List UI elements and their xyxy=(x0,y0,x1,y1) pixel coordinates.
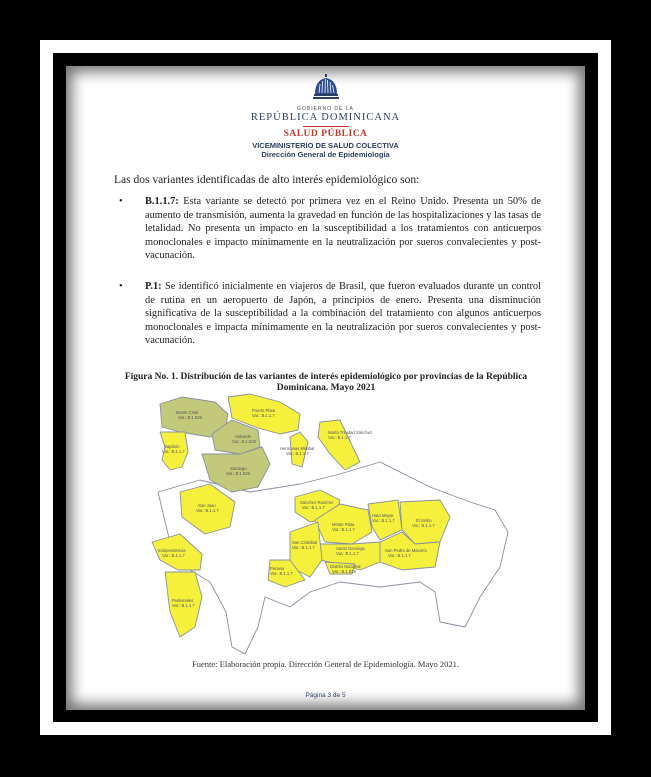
svg-text:Var.: B.1.1.7: Var.: B.1.1.7 xyxy=(388,553,411,558)
svg-text:María Trinidad Sánchez: María Trinidad Sánchez xyxy=(328,430,373,435)
svg-text:El Seibo: El Seibo xyxy=(416,518,432,523)
svg-text:Var.: B.1.1.7: Var.: B.1.1.7 xyxy=(286,451,309,456)
page-number: Página 3 de 5 xyxy=(305,692,346,699)
svg-text:Var.: B.1.1.7: Var.: B.1.1.7 xyxy=(328,435,351,440)
svg-text:Pedernales: Pedernales xyxy=(172,598,194,603)
letterhead xyxy=(66,74,585,159)
figure-title-line2: Dominicana. Mayo 2021 xyxy=(276,383,376,393)
bullet-marker: • xyxy=(119,281,123,292)
svg-text:San Pedro de Macorís: San Pedro de Macorís xyxy=(385,548,427,553)
svg-text:Santo Domingo: Santo Domingo xyxy=(336,546,365,551)
figure-source: Fuente: Elaboración propia. Dirección General de Epidemiología. Mayo 2021. xyxy=(192,659,459,669)
direccion-label: Dirección General de Epidemiología xyxy=(261,150,390,159)
dome-logo-icon xyxy=(311,74,341,100)
svg-text:Hato Mayor: Hato Mayor xyxy=(372,513,394,518)
svg-text:Var.: B.1.1.7: Var.: B.1.1.7 xyxy=(162,553,185,558)
svg-text:Var.: B.1.1.7: Var.: B.1.1.7 xyxy=(172,603,195,608)
document-page xyxy=(66,66,585,710)
svg-text:Monte Cristi: Monte Cristi xyxy=(176,410,199,415)
svg-text:San Juan: San Juan xyxy=(198,503,216,508)
svg-text:Var.: B.1.1.7: Var.: B.1.1.7 xyxy=(162,449,185,454)
svg-text:Monte Plata: Monte Plata xyxy=(332,522,355,527)
svg-text:Var.: B.1.526: Var.: B.1.526 xyxy=(226,471,250,476)
svg-text:Hermanas Mirabal: Hermanas Mirabal xyxy=(280,446,315,451)
svg-text:Var.: B.1.1.7: Var.: B.1.1.7 xyxy=(270,571,293,576)
svg-text:Santiago: Santiago xyxy=(230,466,247,471)
svg-text:Var.: B.1.1.7: Var.: B.1.1.7 xyxy=(196,508,219,513)
header-divider xyxy=(303,126,349,127)
svg-text:Dajabón: Dajabón xyxy=(164,444,180,449)
svg-text:Var.: B.1.1.7: Var.: B.1.1.7 xyxy=(372,518,395,523)
svg-text:Peravia: Peravia xyxy=(270,566,285,571)
bullet-text: Esta variante se detectó por primera vez en el Reino Unido. Presenta un 50% de aumento de transmisión, aumenta la gravedad en función de las hospitalizaciones y las tasas de letalidad. No presenta un impacto en la susceptibilidad a los tratamientos con anticuerpos monoclonales e impacto mínimamente en la neutralización por sueros convalecientes y post-vacunación. xyxy=(145,196,541,262)
intro-text: Las dos variantes identificadas de alto interés epidemiológico son: xyxy=(114,174,420,186)
svg-text:Var.: B.1.1.7: Var.: B.1.1.7 xyxy=(336,551,359,556)
republica-label: REPÚBLICA DOMINICANA xyxy=(250,112,401,123)
svg-text:Var.: B.1.526: Var.: B.1.526 xyxy=(178,415,202,420)
svg-text:Independencia: Independencia xyxy=(158,548,186,553)
bullet-p1 xyxy=(119,280,541,348)
svg-text:Var.: B.1.526: Var.: B.1.526 xyxy=(232,439,256,444)
bullet-marker: • xyxy=(119,196,123,207)
salud-publica-label: SALUD PÚBLICA xyxy=(283,129,368,139)
figure-title xyxy=(106,372,546,394)
bullet-title: B.1.1.7: xyxy=(145,196,179,207)
svg-text:Var.: B.1.526: Var.: B.1.526 xyxy=(332,569,356,574)
province-mts xyxy=(318,420,360,470)
bullet-b117 xyxy=(119,195,541,263)
svg-text:Var.: B.1.1.7: Var.: B.1.1.7 xyxy=(412,523,435,528)
viceministerio-label: VICEMINISTERIO DE SALUD COLECTIVA xyxy=(252,141,399,150)
svg-text:Distrito Nacional: Distrito Nacional xyxy=(330,564,361,569)
svg-text:San Cristóbal: San Cristóbal xyxy=(292,540,318,545)
svg-text:Var.: B.1.1.7: Var.: B.1.1.7 xyxy=(332,527,355,532)
bullet-text: Se identificó inicialmente en viajeros de Brasil, que fueron evaluados durante un control de rutina en un aeropuerto de Japón, a principios de enero. Presenta una disminución significativa de la susceptibilidad a la combinación del tratamiento con algunos anticuerpos monoclonales e impacta mínimamente en la neutralización por sueros convalecientes y post-vacunación. xyxy=(145,281,541,347)
bullet-title: P.1: xyxy=(145,281,162,292)
svg-text:Var.: B.1.1.7: Var.: B.1.1.7 xyxy=(302,505,325,510)
svg-text:Var.: B.1.1.7: Var.: B.1.1.7 xyxy=(252,413,275,418)
figure-title-line1: Figura No. 1. Distribución de las variantes de interés epidemiológico por provincias de la República xyxy=(124,372,528,382)
svg-text:Var.: B.1.1.7: Var.: B.1.1.7 xyxy=(292,545,315,550)
svg-text:Puerto Plata: Puerto Plata xyxy=(252,408,276,413)
svg-text:Valverde: Valverde xyxy=(235,434,252,439)
gobierno-label: GOBIERNO DE LA xyxy=(297,106,354,112)
province-map xyxy=(140,392,520,662)
svg-text:Sánchez Ramírez: Sánchez Ramírez xyxy=(300,500,334,505)
